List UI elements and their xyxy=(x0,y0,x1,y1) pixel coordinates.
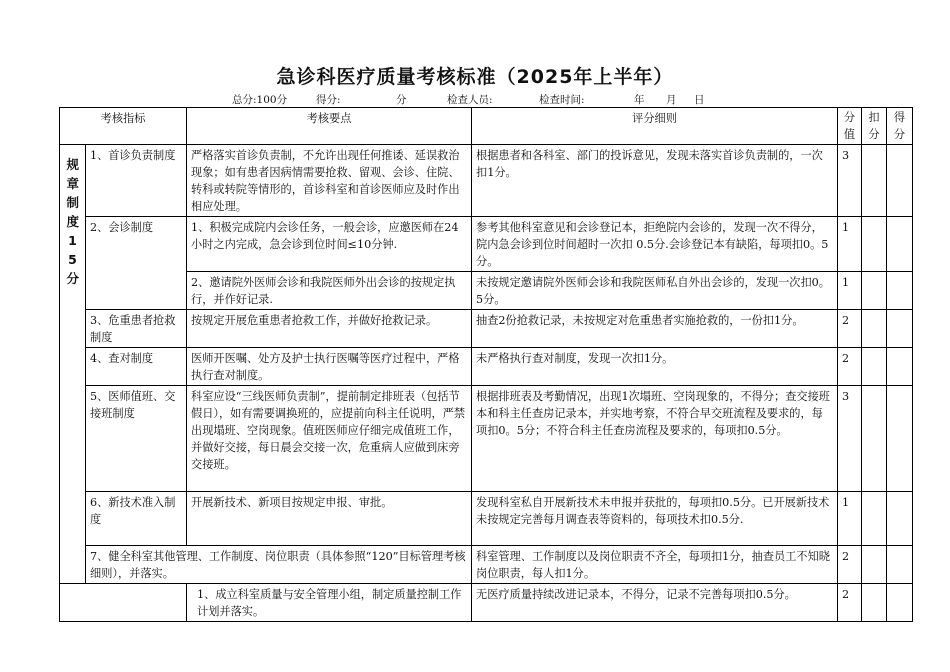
header-value: 分值 xyxy=(838,108,862,145)
details-cell: 根据患者和各科室、部门的投诉意见，发现未落实首诊负责制的，一次扣1分。 xyxy=(472,145,838,217)
deduct-cell[interactable] xyxy=(862,546,887,584)
table-row xyxy=(60,492,913,546)
inspector-label: 检查人员: xyxy=(447,94,493,106)
table-row xyxy=(60,386,913,492)
header-got: 得分 xyxy=(887,108,913,145)
header-points: 考核要点 xyxy=(187,108,472,145)
details-cell: 发现科室私自开展新技术未申报并获批的，每项扣0.5分。已开展新技术未按规定完善每月调查表等资料的，每项技术扣0.5分. xyxy=(472,492,838,546)
points-cell: 严格落实首诊负责制，不允许出现任何推诿、延误救治现象；如有患者因病情需要抢救、留观、会诊、住院、转科或转院等情形的，首诊科室和首诊医师应及时作出相应处理。 xyxy=(187,145,472,217)
month-label: 月 xyxy=(666,94,677,106)
points-cell: 2、邀请院外医师会诊和我院医师外出会诊的按规定执行，并作好记录. xyxy=(187,272,472,310)
got-cell[interactable] xyxy=(887,272,913,310)
indicator-cell: 1、首诊负责制度 xyxy=(86,145,187,217)
table-row xyxy=(60,145,913,217)
value-cell[interactable]: 1 xyxy=(838,492,862,546)
details-cell: 未严格执行查对制度，发现一次扣1分。 xyxy=(472,348,838,386)
value-cell[interactable]: 1 xyxy=(838,272,862,310)
got-cell[interactable] xyxy=(887,546,913,584)
deduct-cell[interactable] xyxy=(862,584,887,622)
header-details: 评分细则 xyxy=(472,108,838,145)
score-label: 得分: xyxy=(316,94,341,106)
got-cell[interactable] xyxy=(887,145,913,217)
got-cell[interactable] xyxy=(887,492,913,546)
value-cell[interactable]: 3 xyxy=(838,386,862,492)
category-cell-continued xyxy=(60,584,187,622)
details-cell: 科室管理、工作制度以及岗位职责不齐全，每项扣1分，抽查员工不知晓岗位职责，每人扣1分。 xyxy=(472,546,838,584)
indicator-cell: 6、新技术准入制度 xyxy=(86,492,187,546)
table-row xyxy=(60,217,913,272)
points-cell: 按规定开展危重患者抢救工作，并做好抢救记录。 xyxy=(187,310,472,348)
indicator-cell: 5、医师值班、交接班制度 xyxy=(86,386,187,492)
points-cell: 1、成立科室质量与安全管理小组，制定质量控制工作计划并落实。 xyxy=(187,584,472,622)
year-label: 年 xyxy=(634,94,645,106)
deduct-cell[interactable] xyxy=(862,348,887,386)
header-indicator: 考核指标 xyxy=(60,108,187,145)
table-row xyxy=(60,546,913,584)
points-cell: 1、积极完成院内会诊任务，一般会诊，应邀医师在24小时之内完成，急会诊到位时间≤10分钟. xyxy=(187,217,472,272)
points-cell: 7、健全科室其他管理、工作制度、岗位职责（具体参照“120”目标管理考核细则），并落实。 xyxy=(86,546,472,584)
header-row xyxy=(60,108,913,145)
table-row xyxy=(60,272,913,310)
details-cell: 抽查2份抢救记录，未按规定对危重患者实施抢救的，一份扣1分。 xyxy=(472,310,838,348)
got-cell[interactable] xyxy=(887,217,913,272)
details-cell: 未按规定邀请院外医师会诊和我院医师私自外出会诊的，发现一次扣0。5分。 xyxy=(472,272,838,310)
got-cell[interactable] xyxy=(887,584,913,622)
details-cell: 参考其他科室意见和会诊登记本，拒绝院内会诊的，发现一次不得分，院内急会诊到位时间超时一次扣 0.5分.会诊登记本有缺陷，每项扣0。5分。 xyxy=(472,217,838,272)
score-unit: 分 xyxy=(396,94,407,106)
table-row xyxy=(60,348,913,386)
value-cell[interactable]: 2 xyxy=(838,310,862,348)
total-score-label: 总分:100分 xyxy=(232,94,288,106)
value-cell[interactable]: 3 xyxy=(838,145,862,217)
header-deduct: 扣分 xyxy=(862,108,887,145)
value-cell[interactable]: 1 xyxy=(838,217,862,272)
deduct-cell[interactable] xyxy=(862,217,887,272)
got-cell[interactable] xyxy=(887,348,913,386)
deduct-cell[interactable] xyxy=(862,272,887,310)
value-cell[interactable]: 2 xyxy=(838,584,862,622)
indicator-cell: 3、危重患者抢救制度 xyxy=(86,310,187,348)
value-cell[interactable]: 2 xyxy=(838,348,862,386)
details-cell: 无医疗质量持续改进记录本，不得分，记录不完善每项扣0.5分。 xyxy=(472,584,838,622)
deduct-cell[interactable] xyxy=(862,145,887,217)
assessment-table xyxy=(59,107,913,622)
indicator-cell: 4、查对制度 xyxy=(86,348,187,386)
deduct-cell[interactable] xyxy=(862,310,887,348)
points-cell: 医师开医嘱、处方及护士执行医嘱等医疗过程中，严格执行查对制度。 xyxy=(187,348,472,386)
value-cell[interactable]: 2 xyxy=(838,546,862,584)
date-label: 检查时间: xyxy=(539,94,585,106)
document-title: 急诊科医疗质量考核标准（2025年上半年） xyxy=(276,66,674,88)
table-row xyxy=(60,584,913,622)
points-cell: 科室应设“三线医师负责制”，提前制定排班表（包括节假日），如有需要调换班的，应提前向科主任说明，严禁出现塌班、空岗现象。值班医师应仔细完成值班工作，并做好交接，每日晨会交接一次，危重病人应做到床旁交接班。 xyxy=(187,386,472,492)
deduct-cell[interactable] xyxy=(862,386,887,492)
table-row xyxy=(60,310,913,348)
points-cell: 开展新技术、新项目按规定申报、审批。 xyxy=(187,492,472,546)
details-cell: 根据排班表及考勤情况，出现1次塌班、空岗现象的，不得分；查交接班本和科主任查房记录本，并实地考察，不符合早交班流程及要求的，每项扣0。5分；不符合科主任查房流程及要求的，每项扣0.5分。 xyxy=(472,386,838,492)
got-cell[interactable] xyxy=(887,310,913,348)
deduct-cell[interactable] xyxy=(862,492,887,546)
day-label: 日 xyxy=(694,94,705,106)
got-cell[interactable] xyxy=(887,386,913,492)
indicator-cell: 2、会诊制度 xyxy=(86,217,187,310)
category-cell xyxy=(60,145,86,584)
category-label: 规章制度15分 xyxy=(66,157,80,286)
